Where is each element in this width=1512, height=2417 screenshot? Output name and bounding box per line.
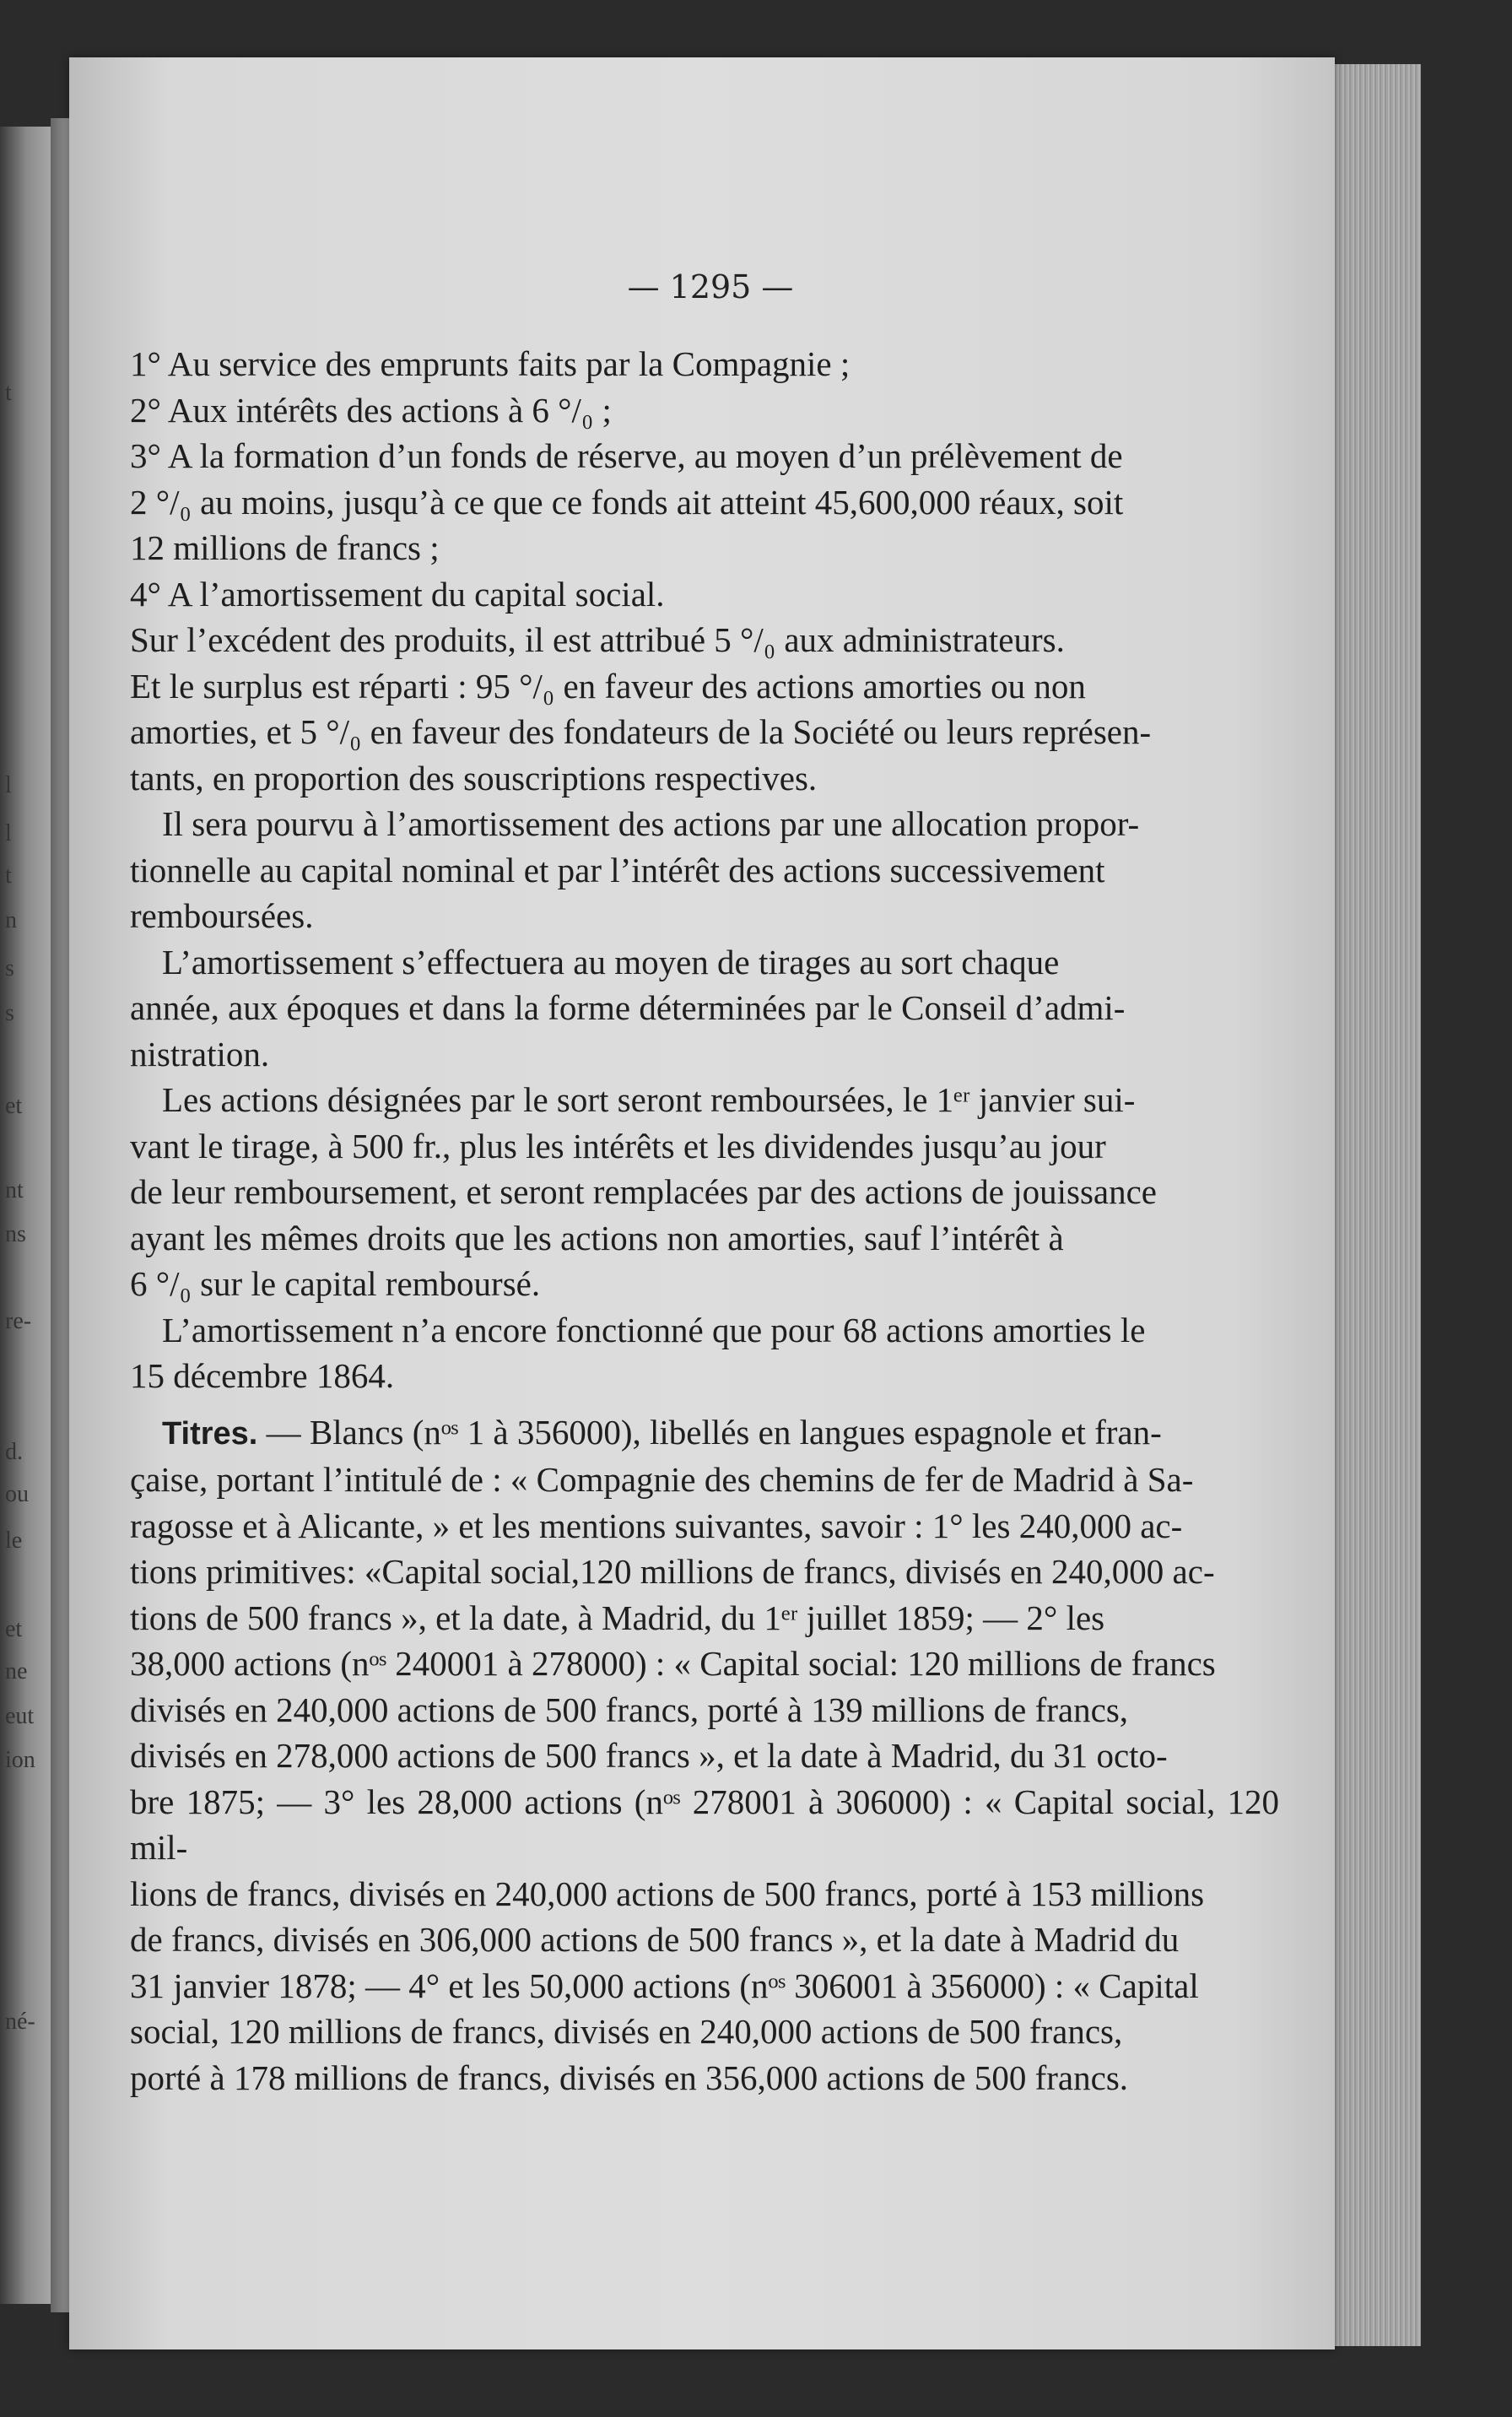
text-line: 1° Au service des emprunts faits par la Compagnie ; [130, 344, 850, 383]
text-line: 2° Aux intérêts des actions à 6 °/₀ ; [130, 390, 612, 430]
text-line: 38,000 actions (nᵒˢ 240001 à 278000) : « Capital social: 120 millions de francs [130, 1644, 1216, 1683]
text-line: 3° A la formation d’un fonds de réserve, au moyen d’un prélèvement de [130, 436, 1123, 475]
text-line: divisés en 240,000 actions de 500 francs, porté à 139 millions de francs, [130, 1690, 1129, 1729]
text-line: 12 millions de francs ; [130, 528, 440, 567]
left-fragment: n [5, 907, 17, 933]
left-fragment: le [5, 1528, 23, 1554]
text-line: vant le tirage, à 500 fr., plus les intérêts et les dividendes jusqu’au jour [130, 1126, 1106, 1165]
left-fragment: re- [5, 1308, 32, 1334]
text-line: 4° A l’amortissement du capital social. [130, 574, 665, 614]
book-page [69, 57, 1335, 2349]
left-fragment: et [5, 1093, 23, 1119]
left-fragment: ns [5, 1221, 26, 1247]
left-fragment: et [5, 1616, 23, 1642]
text-line: social, 120 millions de francs, divisés en 240,000 actions de 500 francs, [130, 2012, 1123, 2051]
text-line: L’amortissement n’a encore fonctionné que pour 68 actions amorties le [162, 1310, 1146, 1349]
text-line: Les actions désignées par le sort seront remboursées, le 1ᵉʳ janvier sui- [162, 1080, 1136, 1119]
text-line: bre 1875; — 3° les 28,000 actions (nᵒˢ 278001 à 306000) : « Capital social, 120 mil- [130, 1782, 1279, 1867]
text-line: 15 décembre 1864. [130, 1356, 395, 1395]
left-fragment: l [5, 772, 12, 798]
text-line: amorties, et 5 °/₀ en faveur des fondateurs de la Société ou leurs représen- [130, 712, 1152, 751]
left-fragment: d. [5, 1439, 23, 1465]
left-fragment: t [5, 862, 12, 889]
left-fragment: ion [5, 1747, 35, 1773]
text-line: lions de francs, divisés en 240,000 actions de 500 francs, porté à 153 millions [130, 1874, 1205, 1913]
text-line: — Blancs (nᵒˢ 1 à 356000), libellés en langues espagnole et fran- [257, 1412, 1162, 1452]
text-line: L’amortissement s’effectuera au moyen de tirages au sort chaque [162, 942, 1060, 981]
text-line: tions primitives: «Capital social,120 millions de francs, divisés en 240,000 ac- [130, 1552, 1215, 1591]
left-fragment: t [5, 380, 12, 406]
text-line: Et le surplus est réparti : 95 °/₀ en faveur des actions amorties ou non [130, 666, 1086, 706]
text-line: ragosse et à Alicante, » et les mentions suivantes, savoir : 1° les 240,000 ac- [130, 1506, 1183, 1545]
text-line: 6 °/₀ sur le capital remboursé. [130, 1264, 541, 1303]
text-line: année, aux époques et dans la forme déterminées par le Conseil d’admi- [130, 988, 1126, 1027]
left-fragment: ou [5, 1481, 29, 1507]
text-line: divisés en 278,000 actions de 500 francs », et la date à Madrid, du 31 octo- [130, 1736, 1168, 1775]
left-fragment: s [5, 1000, 14, 1026]
text-line: ayant les mêmes droits que les actions non amorties, sauf l’intérêt à [130, 1218, 1064, 1257]
text-line: remboursées. [130, 896, 314, 935]
text-line: Sur l’excédent des produits, il est attribué 5 °/₀ aux administrateurs. [130, 620, 1065, 659]
text-line: tionnelle au capital nominal et par l’intérêt des actions successivement [130, 850, 1105, 889]
titres-label: Titres. [162, 1415, 258, 1452]
text-line: 2 °/₀ au moins, jusqu’à ce que ce fonds ait atteint 45,600,000 réaux, soit [130, 482, 1124, 522]
text-line: çaise, portant l’intitulé de : « Compagnie des chemins de fer de Madrid à Sa- [130, 1460, 1194, 1499]
text-line: tions de 500 francs », et la date, à Madrid, du 1ᵉʳ juillet 1859; — 2° les [130, 1598, 1105, 1637]
left-fragment: nt [5, 1177, 24, 1203]
text-line: porté à 178 millions de francs, divisés en 356,000 actions de 500 francs. [130, 2057, 1129, 2097]
left-fragment: ne [5, 1658, 28, 1684]
text-line: de leur remboursement, et seront remplacées par des actions de jouissance [130, 1172, 1158, 1211]
left-fragment: eut [5, 1703, 35, 1729]
titres-section-first-line [130, 1409, 1279, 1457]
left-fragment: l [5, 820, 12, 846]
page-body [130, 341, 1279, 2101]
text-line: nistration. [130, 1034, 270, 1073]
page-stack-edges [1326, 64, 1421, 2346]
text-line: tants, en proportion des souscriptions respectives. [130, 758, 818, 798]
left-fragment: s [5, 955, 14, 981]
text-line: 31 janvier 1878; — 4° et les 50,000 actions (nᵒˢ 306001 à 356000) : « Capital [130, 1966, 1199, 2005]
left-fragment: né- [5, 2009, 35, 2035]
text-line: de francs, divisés en 306,000 actions de 500 francs », et la date à Madrid du [130, 1920, 1180, 1959]
text-line: Il sera pourvu à l’amortissement des actions par une allocation propor- [162, 804, 1140, 843]
page-number: — 1295 — [627, 268, 794, 306]
